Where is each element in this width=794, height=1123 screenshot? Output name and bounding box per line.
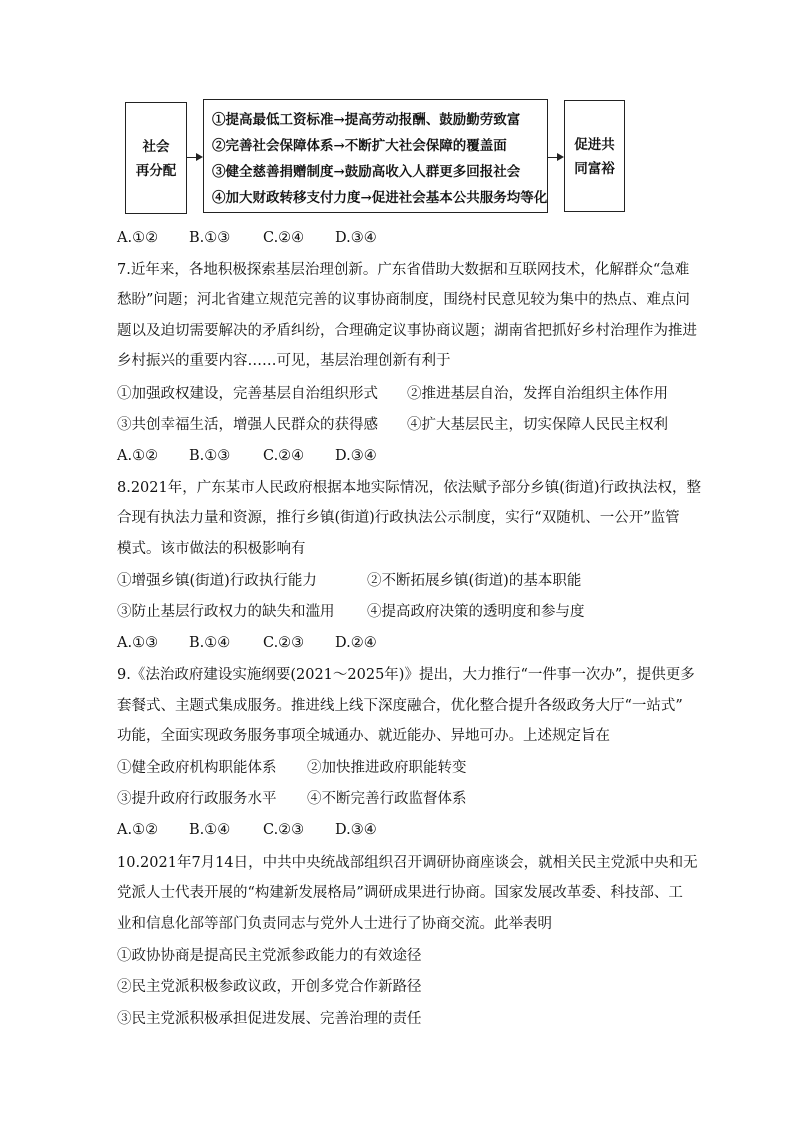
left-box <box>125 102 187 214</box>
arrow-right <box>548 157 562 158</box>
q10-item-3: ③民主党派积极承担促进发展、完善治理的责任 <box>117 1011 422 1027</box>
q6-option-b[interactable]: B.①③ <box>189 230 231 246</box>
q7-option-b[interactable]: B.①③ <box>189 448 231 464</box>
middle-item-1: ①提高最低工资标准→提高劳动报酬、鼓励勤劳致富 <box>212 112 521 128</box>
q9-option-b[interactable]: B.①④ <box>189 822 231 838</box>
q8-option-a[interactable]: A.①③ <box>117 635 159 651</box>
q7-option-c[interactable]: C.②④ <box>263 448 305 464</box>
q7-options <box>117 446 377 466</box>
q8-stem-1: 8.2021年，广东某市人民政府根据本地实际情况，依法赋予部分乡镇(街道)行政执法权，整 <box>117 480 702 496</box>
q7-item-1: ①加强政权建设，完善基层自治组织形式 <box>117 386 378 402</box>
q8-items-row-1 <box>117 571 581 591</box>
q7-items-row-2 <box>117 415 668 435</box>
q7-stem-4: 乡村振兴的重要内容……可见，基层治理创新有利于 <box>117 353 451 369</box>
q8-items-row-2 <box>117 602 585 622</box>
q7-item-2: ②推进基层自治，发挥自治组织主体作用 <box>407 386 668 402</box>
middle-item-3: ③健全慈善捐赠制度→鼓励高收入人群更多回报社会 <box>212 164 521 180</box>
right-box <box>564 100 625 212</box>
q10-item-1: ①政协协商是提高民主党派参政能力的有效途径 <box>117 948 422 964</box>
middle-box <box>203 99 548 213</box>
q7-option-a[interactable]: A.①② <box>117 448 159 464</box>
q9-options <box>117 820 377 840</box>
q8-item-2: ②不断拓展乡镇(街道)的基本职能 <box>367 573 582 589</box>
q8-option-d[interactable]: D.②④ <box>335 635 377 651</box>
left-box-line-2: 再分配 <box>135 163 177 179</box>
q8-stem-2: 合现有执法力量和资源，推行乡镇(街道)行政执法公示制度，实行“双随机、一公开”监管 <box>117 510 680 526</box>
q9-option-d[interactable]: D.③④ <box>335 822 377 838</box>
q7-item-3: ③共创幸福生活，增强人民群众的获得感 <box>117 417 378 433</box>
q10-stem-3: 业和信息化部等部门负责同志与党外人士进行了协商交流。此举表明 <box>117 916 552 932</box>
q9-option-c[interactable]: C.②③ <box>263 822 305 838</box>
q8-options <box>117 633 377 653</box>
q8-item-4: ④提高政府决策的透明度和参与度 <box>367 604 585 620</box>
q7-stem-2: 愁盼”问题；河北省建立规范完善的议事协商制度，围绕村民意见较为集中的热点、难点问 <box>117 292 690 308</box>
q9-option-a[interactable]: A.①② <box>117 822 159 838</box>
q10-item-2: ②民主党派积极参政议政，开创多党合作新路径 <box>117 979 422 995</box>
q8-stem-3: 模式。该市做法的积极影响有 <box>117 541 306 557</box>
q8-option-b[interactable]: B.①④ <box>189 635 231 651</box>
q6-option-d[interactable]: D.③④ <box>335 230 377 246</box>
q9-item-4: ④不断完善行政监督体系 <box>307 791 467 807</box>
q9-stem-1: 9.《法治政府建设实施纲要(2021～2025年)》提出，大力推行“一件事一次办”，提供更多 <box>117 667 695 683</box>
q9-items-row-2 <box>117 789 467 809</box>
q8-item-3: ③防止基层行政权力的缺失和滥用 <box>117 604 335 620</box>
q9-items-row-1 <box>117 758 467 778</box>
q6-options <box>117 228 377 248</box>
q9-stem-3: 功能，全面实现政务服务事项全城通办、就近能办、异地可办。上述规定旨在 <box>117 728 610 744</box>
middle-item-4: ④加大财政转移支付力度→促进社会基本公共服务均等化 <box>212 190 548 206</box>
q7-option-d[interactable]: D.③④ <box>335 448 377 464</box>
q9-item-2: ②加快推进政府职能转变 <box>307 760 467 776</box>
right-box-line-2: 同富裕 <box>574 161 615 177</box>
q6-option-c[interactable]: C.②④ <box>263 230 305 246</box>
right-box-line-1: 促进共 <box>574 137 615 153</box>
q6-option-a[interactable]: A.①② <box>117 230 159 246</box>
q7-item-4: ④扩大基层民主，切实保障人民民主权利 <box>407 417 668 433</box>
q7-items-row-1 <box>117 384 668 404</box>
q10-stem-1: 10.2021年7月14日，中共中央统战部组织召开调研协商座谈会，就相关民主党派中央和无 <box>117 855 698 871</box>
q10-stem-2: 党派人士代表开展的“构建新发展格局”调研成果进行协商。国家发展改革委、科技部、工 <box>117 885 683 901</box>
q7-stem-1: 7.近年来，各地积极探索基层治理创新。广东省借助大数据和互联网技术，化解群众“急难 <box>117 262 690 278</box>
arrow-left <box>187 157 201 158</box>
q9-item-1: ①健全政府机构职能体系 <box>117 760 277 776</box>
q8-option-c[interactable]: C.②③ <box>263 635 305 651</box>
q9-item-3: ③提升政府行政服务水平 <box>117 791 277 807</box>
left-box-line-1: 社会 <box>142 139 170 155</box>
q8-item-1: ①增强乡镇(街道)行政执行能力 <box>117 573 317 589</box>
middle-item-2: ②完善社会保障体系→不断扩大社会保障的覆盖面 <box>212 138 507 154</box>
q9-stem-2: 套餐式、主题式集成服务。推进线上线下深度融合，优化整合提升各级政务大厅“一站式” <box>117 698 683 714</box>
q7-stem-3: 题以及迫切需要解决的矛盾纠纷，合理确定议事协商议题；湖南省把抓好乡村治理作为推进 <box>117 323 697 339</box>
